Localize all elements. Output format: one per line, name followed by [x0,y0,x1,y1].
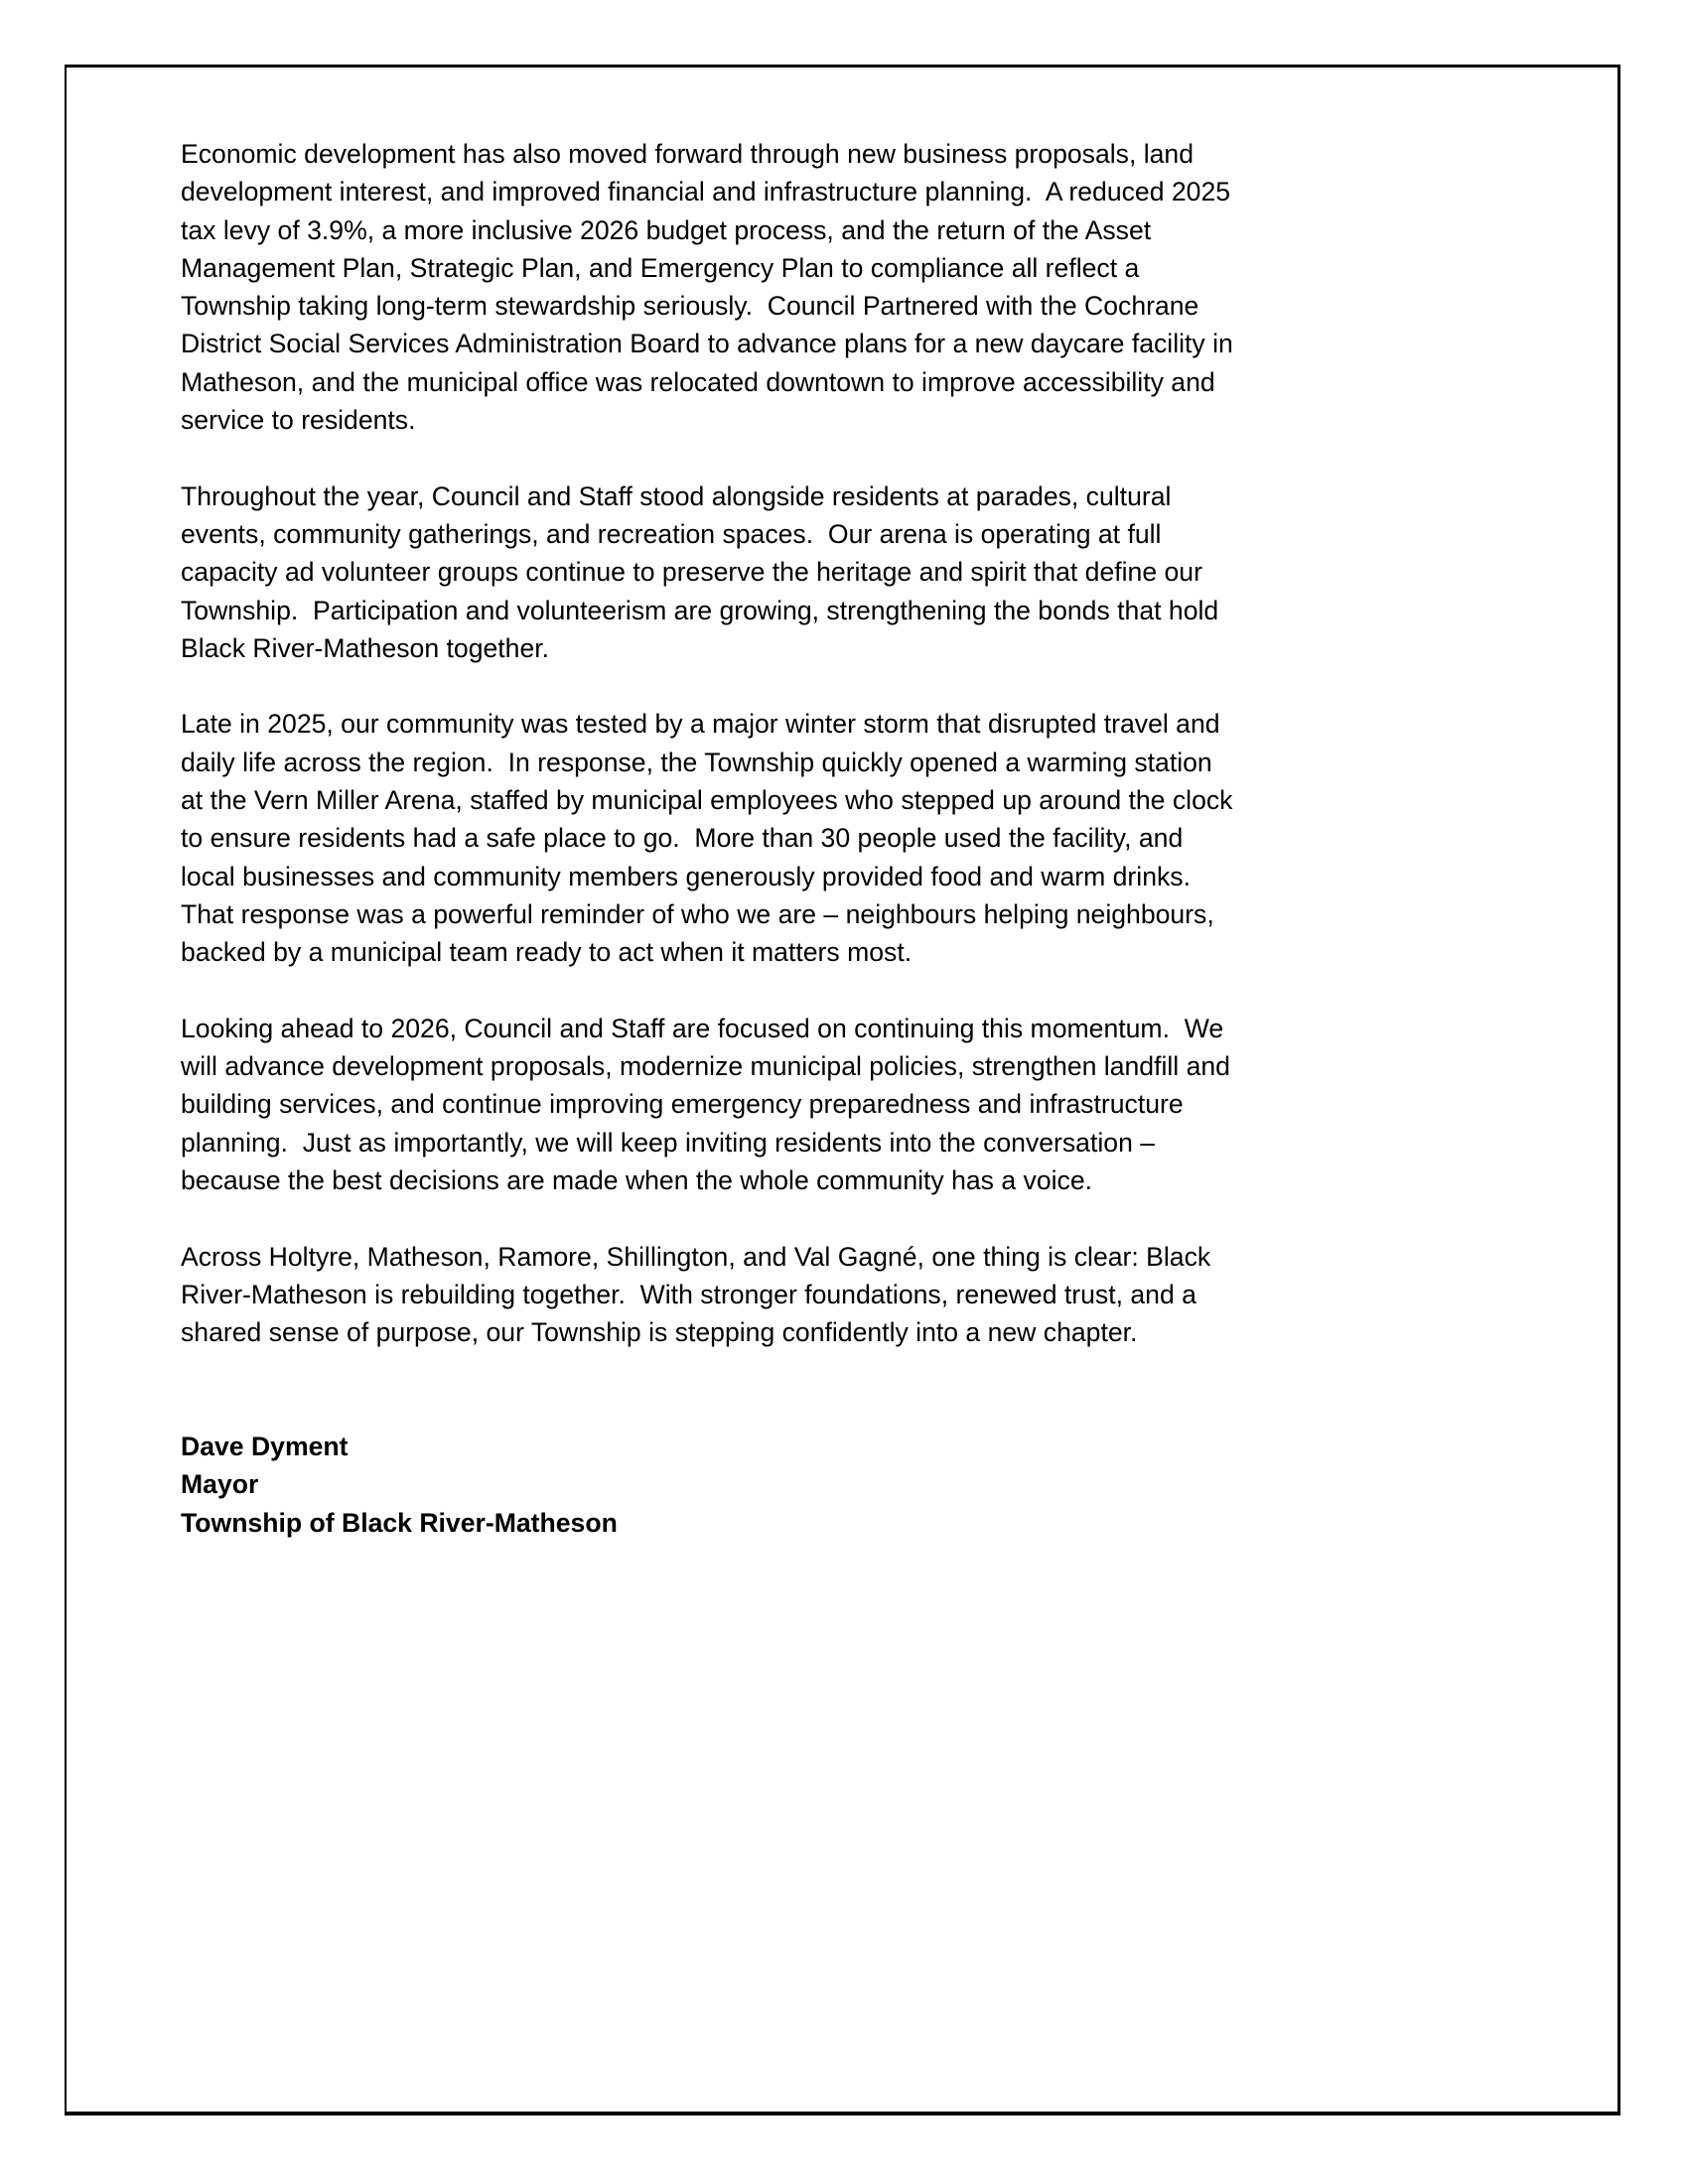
text-line: planning. Just as importantly, we will keep inviting residents into the conversation – [181,1127,1156,1158]
text-line: capacity ad volunteer groups continue to preserve the heritage and spirit that define our [181,557,1202,588]
text-line: Black River-Matheson together. [181,632,550,663]
text-line: Across Holtyre, Matheson, Ramore, Shillington, and Val Gagné, one thing is clear: Black [181,1241,1211,1272]
text-line: development interest, and improved financial and infrastructure planning. A reduced 2025 [181,177,1231,207]
text-line: will advance development proposals, modernize municipal policies, strengthen landfill and [181,1051,1230,1082]
text-line: Township. Participation and volunteerism are growing, strengthening the bonds that hold [181,595,1219,625]
text-line: Throughout the year, Council and Staff stood alongside residents at parades, cultural [181,480,1172,511]
text-line: events, community gatherings, and recreation spaces. Our arena is operating at full [181,518,1162,549]
text-line: tax levy of 3.9%, a more inclusive 2026 budget process, and the return of the Asset [181,214,1152,245]
text-line: building services, and continue improving emergency preparedness and infrastructure [181,1089,1184,1120]
text-line: to ensure residents had a safe place to go. More than 30 people used the facility, and [181,823,1184,854]
letter-body [181,135,1571,1542]
text-line: Management Plan, Strategic Plan, and Emergency Plan to compliance all reflect a [181,252,1140,283]
signatory-title: Mayor [181,1469,259,1500]
text-line: That response was a powerful reminder of who we are – neighbours helping neighbours, [181,898,1214,929]
text-line: daily life across the region. In response, the Township quickly opened a warming station [181,747,1212,777]
text-line: shared sense of purpose, our Township is stepping confidently into a new chapter. [181,1317,1138,1348]
paragraph-winter-storm [181,705,1571,971]
text-line: Economic development has also moved forward through new business proposals, land [181,139,1195,169]
signatory-name: Dave Dyment [181,1432,349,1462]
text-line: Township taking long-term stewardship seriously. Council Partnered with the Cochrane [181,291,1199,322]
text-line: backed by a municipal team ready to act when it matters most. [181,937,913,968]
paragraph-closing [181,1238,1571,1352]
text-line: River-Matheson is rebuilding together. With stronger foundations, renewed trust, and a [181,1279,1196,1309]
text-line: service to residents. [181,405,416,436]
signature-block [181,1428,1571,1542]
text-line: at the Vern Miller Arena, staffed by municipal employees who stepped up around the clock [181,785,1233,816]
paragraph-looking-ahead [181,1010,1571,1199]
text-line: Late in 2025, our community was tested by a major winter storm that disrupted travel and [181,709,1220,740]
text-line: Matheson, and the municipal office was relocated downtown to improve accessibility and [181,366,1215,397]
paragraph-economic-development [181,135,1571,439]
text-line: because the best decisions are made when the whole community has a voice. [181,1165,1093,1196]
signatory-organization: Township of Black River-Matheson [181,1507,618,1538]
text-line: District Social Services Administration Board to advance plans for a new daycare facility in [181,329,1233,359]
text-line: Looking ahead to 2026, Council and Staff are focused on continuing this momentum. We [181,1013,1224,1043]
text-line: local businesses and community members generously provided food and warm drinks. [181,861,1191,891]
paragraph-community-events [181,478,1571,667]
